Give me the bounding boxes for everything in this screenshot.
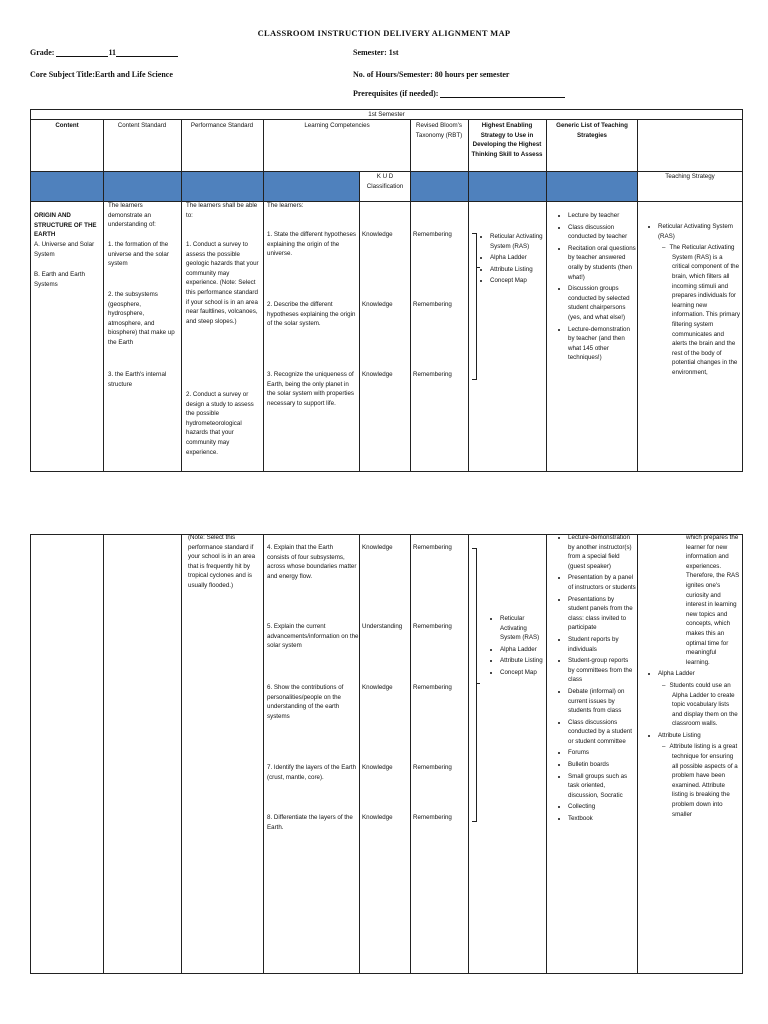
competency-4: 4. Explain that the Earth consists of four subsystems, across whose boundaries matter and energy flow. (267, 544, 357, 580)
semester-field: Semester: 1st (353, 48, 399, 57)
grade-value: 11 (108, 48, 116, 57)
generic-item: • Small groups such as task oriented, discussion, Socratic (568, 772, 636, 801)
ts-desc-alpha: – Students could use an Alpha Ladder to create topic vocabulary lists and display them on the classroom walls. (672, 681, 740, 729)
document-title: CLASSROOM INSTRUCTION DELIVERY ALIGNMENT MAP (257, 28, 511, 38)
kud-7: Knowledge (362, 764, 393, 771)
performance-standard-note: (Note: Select this performance standard if your school is in an area that is frequently hit by tropical cyclones and is usually flooded.) (188, 534, 256, 589)
content-title: ORIGIN AND STRUCTURE OF THE EARTH (34, 212, 97, 239)
rbt-8: Remembering (413, 814, 452, 821)
ts-desc-ras: – The Reticular Activating System (RAS) is a critical component of the brain, which filters all incoming stimuli and prepares individuals for learning new information. This primary filtering system communicates and alerts the brain and the rest of the body of potential changes in the environment, (672, 243, 740, 377)
generic-item: • Class discussions conducted by a student or student committee (568, 718, 636, 747)
hours-field: No. of Hours/Semester: 80 hours per semester (353, 70, 510, 79)
competency-7: 7. Identify the layers of the Earth (crust, mantle, core). (267, 764, 357, 781)
grade-label: Grade: (30, 48, 55, 57)
kud-8: Knowledge (362, 814, 393, 821)
col-header-teaching-strategies: Generic List of Teaching Strategies (556, 122, 628, 139)
core-subject-title: Core Subject Title:Earth and Life Science (30, 70, 173, 79)
competency-2: 2. Describe the different hypotheses explaining the origin of the solar system. (267, 301, 356, 328)
competency-8: 8. Differentiate the layers of the Earth. (267, 814, 353, 831)
col-header-performance-standard: Performance Standard (190, 122, 254, 129)
content-standard-3: 3. the Earth's internal structure (108, 371, 167, 388)
enabling-item: • Alpha Ladder (500, 645, 544, 655)
competency-3: 3. Recognize the uniqueness of Earth, being the only planet in the solar system with properties necessary to support life. (267, 371, 355, 407)
content-item-a: A. Universe and Solar System (34, 241, 95, 258)
enabling-item: • Concept Map (500, 668, 544, 678)
generic-item: • Debate (informal) on current issues by students from class (568, 687, 636, 716)
generic-item: • Textbook (568, 814, 636, 824)
col-header-blooms: Revised Bloom's Taxonomy (RBT) (415, 122, 463, 139)
content-standard-1: 1. the formation of the universe and the solar system (108, 241, 169, 268)
competency-6: 6. Show the contributions of personalities/people on the understanding of the earth systems (267, 684, 344, 720)
kud-1: Knowledge (362, 231, 393, 238)
rbt-3: Remembering (413, 371, 452, 378)
header-band (31, 172, 359, 201)
generic-item: • Lecture by teacher (568, 211, 636, 221)
enabling-strategies-list (478, 232, 544, 288)
col-header-kud: K U D Classification (366, 173, 404, 190)
rbt-6: Remembering (413, 684, 452, 691)
teaching-strategy-cell-2 (646, 533, 740, 973)
bracket-icon (472, 233, 477, 380)
generic-strategies-list-2 (556, 533, 636, 973)
generic-item: • Student-group reports by committees from the class (568, 656, 636, 685)
enabling-item: • Attribute Listing (490, 265, 544, 275)
performance-standard-2: 2. Conduct a survey or design a study to assess the possible hydrometeorological hazards that your community may experience. (186, 391, 254, 456)
col-header-teaching-strategy: Teaching Strategy (665, 173, 715, 180)
generic-item: • Lecture-demonstration by teacher (and then what 145 other techniques!) (568, 325, 636, 363)
header-band-2 (411, 172, 637, 201)
rbt-1: Remembering (413, 231, 452, 238)
semester-header: 1st Semester (368, 111, 405, 118)
generic-item: • Presentations by student panels from the class: class invited to participate (568, 595, 636, 633)
rbt-4: Remembering (413, 544, 452, 551)
rbt-5: Remembering (413, 623, 452, 630)
enabling-item: • Alpha Ladder (490, 253, 544, 263)
ts-item-alpha: • Alpha Ladder (658, 669, 740, 679)
prerequisites-label: Prerequisites (if needed): (353, 89, 439, 98)
generic-item: • Forums (568, 748, 636, 758)
enabling-item: • Concept Map (490, 276, 544, 286)
col-header-content-standard: Content Standard (117, 122, 167, 129)
learning-competencies-intro: The learners: (267, 202, 304, 209)
enabling-strategies-list-2 (488, 614, 544, 680)
content-standard-intro: The learners demonstrate an understanding of: (108, 202, 156, 229)
ts-desc-attribute: – Attribute listing is a great technique for ensuring all possible aspects of a problem have been examined. Attribute listing is breaking the problem down into smaller (672, 742, 740, 819)
enabling-item: • Reticular Activating System (RAS) (500, 614, 544, 643)
col-header-content: Content (55, 122, 79, 129)
ts-item-ras: • Reticular Activating System (RAS) (658, 222, 740, 241)
generic-item: • Presentation by a panel of instructors or students (568, 573, 636, 592)
rbt-7: Remembering (413, 764, 452, 771)
kud-2: Knowledge (362, 301, 393, 308)
col-header-learning-competencies: Learning Competencies (304, 122, 370, 129)
bracket-icon (472, 548, 477, 822)
performance-standard-intro: The learners shall be able to: (186, 202, 258, 219)
prerequisites-field (353, 89, 565, 98)
rbt-2: Remembering (413, 301, 452, 308)
performance-standard-1: 1. Conduct a survey to assess the possible geologic hazards that your community may experience. (Note: Select this performance standard if your school is in an area near faultlines, volcanoes, and steep slopes.) (186, 241, 259, 325)
generic-item: • Collecting (568, 802, 636, 812)
generic-item: • Class discussion conducted by teacher (568, 223, 636, 242)
kud-4: Knowledge (362, 544, 393, 551)
generic-item: • Lecture-demonstration by another instructor(s) from a special field (guest speaker) (568, 533, 636, 571)
generic-item: • Student reports by individuals (568, 635, 636, 654)
generic-item: • Recitation oral questions by teacher answered orally by students (then what!) (568, 244, 636, 282)
competency-1: 1. State the different hypotheses explaining the origin of the universe. (267, 231, 356, 258)
kud-5: Understanding (362, 623, 403, 630)
competency-5: 5. Explain the current advancements/information on the solar system (267, 623, 359, 650)
ts-item-attribute: • Attribute Listing (658, 731, 740, 741)
content-standard-2: 2. the subsystems (geosphere, hydrosphere, atmosphere, and biosphere) that make up the Earth (108, 291, 175, 346)
generic-item: • Discussion groups conducted by selected student chairpersons (yes, and what else!) (568, 284, 636, 322)
enabling-item: • Attribute Listing (500, 656, 544, 666)
grade-field (30, 48, 178, 57)
col-header-enabling-strategy: Highest Enabling Strategy to Use in Developing the Highest Thinking Skill to Assess (471, 122, 543, 158)
content-item-b: B. Earth and Earth Systems (34, 271, 85, 288)
kud-6: Knowledge (362, 684, 393, 691)
teaching-strategy-cell (646, 222, 740, 470)
ts-continued: which prepares the learner for new information and experiences. Therefore, the RAS ignites one's curiosity and interest in learning new topics and concepts, which makes this an optimal time for meaningful learning. (686, 534, 740, 666)
generic-item: • Bulletin boards (568, 760, 636, 770)
enabling-item: • Reticular Activating System (RAS) (490, 232, 544, 251)
generic-strategies-list (556, 211, 636, 365)
kud-3: Knowledge (362, 371, 393, 378)
